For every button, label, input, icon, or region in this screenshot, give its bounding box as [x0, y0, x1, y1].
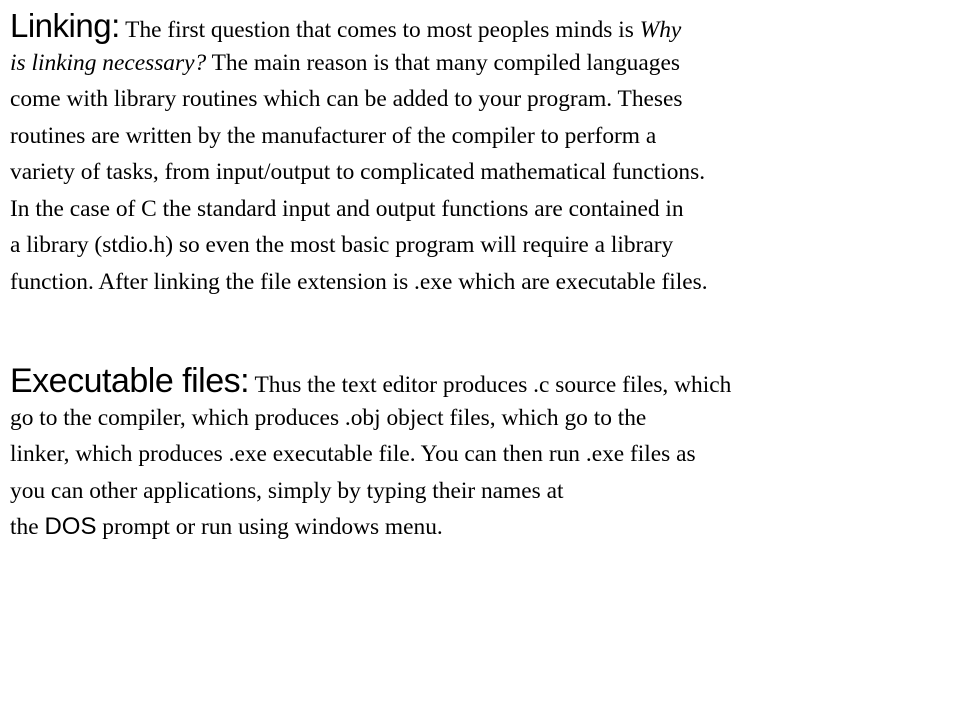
executable-line-3: linker, which produces .exe executable file. You can then run .exe files as — [10, 441, 696, 467]
linking-line-5: variety of tasks, from input/output to complicated mathematical functions. — [10, 159, 706, 185]
linking-question-part-2: is linking necessary? — [10, 49, 207, 76]
linking-question-part-1: Why — [639, 17, 682, 43]
linking-paragraph — [10, 8, 950, 300]
executable-text-1: Thus the text editor produces .c source files, which — [249, 372, 732, 398]
linking-line-7: a library (stdio.h) so even the most basic program will require a library — [10, 232, 674, 258]
executable-text-5-pre: the — [10, 514, 45, 540]
executable-heading: Executable files: — [10, 362, 250, 400]
linking-heading: Linking: — [10, 7, 120, 44]
executable-line-1 — [10, 363, 950, 400]
linking-line-8: function. After linking the file extension is .exe which are executable files. — [10, 268, 708, 295]
dos-term: DOS — [44, 513, 97, 540]
linking-line-6: In the case of C the standard input and output functions are contained in — [10, 195, 684, 222]
executable-paragraph — [10, 363, 950, 546]
executable-line-2: go to the compiler, which produces .obj object files, which go to the — [10, 404, 647, 431]
linking-line-3: come with library routines which can be added to your program. Theses — [10, 86, 683, 112]
linking-text-1: The first question that comes to most peoples minds is — [119, 17, 640, 43]
linking-line-1 — [10, 8, 950, 45]
linking-line-2 — [10, 45, 950, 82]
executable-line-4: you can other applications, simply by typing their names at — [10, 477, 564, 504]
executable-line-5 — [10, 509, 950, 546]
executable-text-5-rest: prompt or run using windows menu. — [96, 514, 443, 540]
linking-line-4: routines are written by the manufacturer of the compiler to perform a — [10, 122, 657, 149]
linking-text-2: The main reason is that many compiled languages — [206, 49, 680, 76]
